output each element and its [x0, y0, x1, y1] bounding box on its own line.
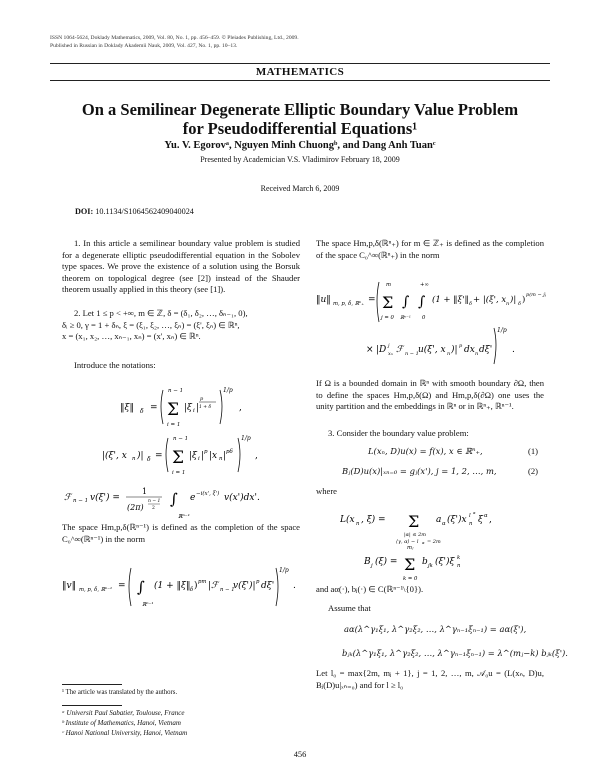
svg-text:δ: δ — [469, 301, 473, 307]
svg-text:ℝⁿ⁻¹: ℝⁿ⁻¹ — [400, 315, 411, 321]
svg-text:(ξ) =: (ξ) = — [375, 557, 398, 567]
page-number: 456 — [293, 750, 307, 759]
svg-text:): ) — [194, 581, 198, 591]
svg-text:×: × — [366, 345, 374, 355]
svg-text:e: e — [190, 493, 196, 503]
svg-text:ℱ: ℱ — [396, 345, 404, 355]
svg-text:=: = — [118, 581, 126, 591]
svg-text:Σ: Σ — [382, 293, 394, 312]
svg-text:|ℱ: |ℱ — [208, 581, 219, 591]
svg-text:n: n — [469, 521, 473, 527]
svg-text:1: 1 — [142, 487, 148, 496]
equation-quasi-norm-svg — [102, 430, 262, 480]
svg-text:|(ξ', x: |(ξ', x — [102, 451, 127, 461]
left-p2-line-c: x = (x₁, x₂, …, xₙ₋₁, xₙ) = (x', xₙ) ∈ ℝⁿ. — [62, 331, 201, 342]
svg-text:α: α — [473, 510, 476, 515]
svg-text:dξ': dξ' — [479, 345, 493, 355]
equation-homogeneity-b: bⱼₖ(λ^γ₁ξ₁, λ^γ₂ξ₂, …, λ^γₙ₋₁ξₙ₋₁) = λ^(mⱼ−k) bⱼₖ(ξ'). — [342, 648, 568, 658]
svg-text:k: k — [457, 555, 461, 561]
equation-norm-v-svg — [62, 562, 302, 612]
svg-text:p: p — [204, 449, 208, 455]
equation-B-symbol-svg — [364, 542, 504, 586]
svg-text:j: j — [388, 343, 390, 349]
left-paragraph-2 — [62, 308, 300, 343]
svg-text:α: α — [442, 521, 446, 527]
svg-text:+∞: +∞ — [420, 282, 429, 288]
equation-2: Bⱼ(D)u(x)|ₓₙ₌₀ = gⱼ(x'), j = 1, 2, …, m, — [342, 466, 497, 476]
svg-text:α: α — [484, 513, 488, 519]
svg-text:, ξ) =: , ξ) = — [361, 515, 386, 525]
svg-text:n: n — [356, 521, 360, 527]
affiliations — [62, 708, 187, 739]
title-line-2: for Pseudodifferential Equations¹ — [182, 119, 418, 138]
equation-L-symbol — [340, 500, 540, 548]
affiliation-a: ᵃ Universit Paul Sabatier, Toulouse, France — [62, 709, 185, 717]
equation-norm-u — [316, 278, 546, 372]
assume-label: Assume that — [328, 603, 371, 613]
svg-text:∫: ∫ — [137, 578, 145, 596]
svg-text:i: i — [198, 456, 200, 462]
svg-text:δ: δ — [140, 408, 144, 415]
svg-text:δ: δ — [190, 587, 194, 593]
affiliation-rule — [62, 705, 122, 706]
footnote: ¹ The article was translated by the authors. — [62, 689, 178, 696]
equation-norm-xi — [120, 380, 250, 434]
svg-text:i = 1: i = 1 — [172, 470, 186, 476]
presented-by: Presented by Academician V.S. Vladimirov February 18, 2009 — [200, 155, 400, 164]
svg-text:a: a — [436, 515, 442, 525]
svg-text:B: B — [364, 557, 371, 567]
equation-L-symbol-svg — [340, 500, 540, 546]
doi[interactable] — [75, 207, 194, 216]
svg-text:,: , — [489, 515, 492, 525]
svg-text:b: b — [422, 557, 428, 567]
svg-text:(1 + ‖ξ‖: (1 + ‖ξ‖ — [154, 581, 191, 591]
svg-text:(ξ')x: (ξ')x — [447, 515, 467, 525]
equation-1-number: (1) — [528, 446, 539, 456]
svg-text:|x: |x — [209, 451, 218, 461]
doi-value[interactable]: 10.1134/S1064562409040024 — [95, 207, 194, 216]
svg-text:ℱ: ℱ — [64, 493, 72, 503]
equation-1: L(xₙ, D)u(x) = f(x), x ∈ ℝⁿ₊, — [368, 446, 483, 456]
svg-text:(ξ')ξ: (ξ')ξ — [435, 557, 455, 567]
svg-text:|ξ: |ξ — [189, 451, 197, 461]
affiliation-b: ᵇ Institute of Mathematics, Hanoi, Vietnam — [62, 719, 181, 728]
svg-text:n − 1: n − 1 — [168, 388, 184, 394]
svg-text:|: | — [196, 403, 200, 413]
title-line-1: On a Semilinear Degenerate Elliptic Boundary Value Problem — [81, 100, 519, 119]
where-label: where — [316, 486, 337, 496]
svg-text:pδ: pδ — [226, 449, 233, 455]
svg-text:Σ: Σ — [172, 448, 185, 468]
doi-label: DOI: — [75, 207, 94, 216]
svg-text:n − 1: n − 1 — [173, 436, 189, 442]
equation-quasi-norm — [102, 430, 262, 482]
right-paragraph-5: Let l₀ = max{2m, mⱼ + 1}, j = 1, 2, …, m, 𝒜₀u = (L(xₙ, D)u, Bⱼ(D)u|ₓₙ₌₀) and for l ≥ l₀ — [316, 668, 544, 690]
received-date: Received March 6, 2009 — [260, 184, 340, 193]
svg-text:v(ξ')|: v(ξ')| — [233, 581, 256, 591]
svg-text:ξ: ξ — [478, 515, 483, 525]
svg-text:∫: ∫ — [418, 294, 426, 310]
equation-homogeneity-a: aα(λ^γ₁ξ₁, λ^γ₂ξ₂, …, λ^γₙ₋₁ξₙ₋₁) = aα(ξ'), — [344, 624, 527, 634]
svg-text:1/p: 1/p — [497, 327, 507, 334]
section-heading: MATHEMATICS — [255, 66, 345, 78]
svg-text:= 2m: = 2m — [427, 539, 441, 545]
equation-2-number: (2) — [528, 466, 539, 476]
svg-text:‖ξ‖: ‖ξ‖ — [120, 403, 134, 413]
header-line-1: ISSN 1064-5624, Doklady Mathematics, 2009, Vol. 80, No. 1, pp. 456–459. © Pleiades Publishing, Ltd., 2009. — [50, 35, 299, 41]
left-paragraph-1: 1. In this article a semilinear boundary value problem is studied for a degenerate elliptic pseudodifferential equation in the Sobolev type spaces. We prove the existence of a solution using the Borsuk theorem on topological degree (see [2]) instead of the Shauder theorem usually applied in this theory (see [1]). — [62, 238, 300, 295]
running-header — [50, 35, 299, 50]
svg-text:|: | — [223, 451, 227, 461]
svg-text:n − 1: n − 1 — [148, 499, 161, 504]
affiliation-c: ᶜ Hanoi National University, Hanoi, Vietnam — [62, 729, 188, 738]
svg-text:i: i — [193, 408, 195, 414]
svg-text:|α| ≤ 2m: |α| ≤ 2m — [404, 532, 427, 538]
svg-text:(1 + ‖ξ'‖: (1 + ‖ξ'‖ — [432, 295, 469, 305]
svg-text:|ξ: |ξ — [184, 403, 192, 413]
svg-text:)|: )| — [510, 295, 517, 305]
svg-text:n: n — [447, 351, 451, 357]
right-paragraph-2: If Ω is a bounded domain in ℝⁿ with smooth boundary ∂Ω, then to define the spaces Hm,p,δ(Ω) and Hm,p,δ(∂Ω) one uses the unity partition and the embeddings in ℝⁿ or in ℝⁿ₊, ℝⁿ⁻¹. — [316, 378, 544, 412]
equation-norm-v — [62, 562, 302, 614]
svg-text:j: j — [371, 563, 373, 569]
svg-text:1/p: 1/p — [223, 387, 233, 394]
svg-text:n − 1: n − 1 — [73, 498, 89, 504]
svg-text:=: = — [155, 451, 163, 461]
header-rule-top — [50, 63, 550, 64]
svg-text:=: = — [150, 403, 158, 413]
svg-text:.: . — [293, 581, 296, 591]
svg-text:0: 0 — [422, 315, 426, 321]
svg-text:n − 1: n − 1 — [220, 587, 235, 593]
header-line-2: Published in Russian in Doklady Akademii Nauk, 2009, Vol. 427, No. 1, pp. 10–13. — [50, 42, 238, 49]
svg-text:1/p: 1/p — [279, 567, 289, 574]
svg-text:2: 2 — [152, 506, 155, 511]
svg-text:p: p — [200, 396, 204, 402]
svg-text:α: α — [422, 540, 425, 545]
svg-text:.: . — [512, 345, 515, 355]
svg-text:v(x')dx'.: v(x')dx'. — [224, 493, 260, 503]
svg-text:jk: jk — [428, 563, 433, 569]
svg-text:)|: )| — [137, 451, 144, 461]
svg-text:,: , — [255, 451, 258, 461]
svg-text:p(m − j): p(m − j) — [526, 292, 546, 298]
svg-text:‖v‖: ‖v‖ — [62, 581, 77, 591]
equation-norm-u-svg — [316, 278, 546, 370]
svg-text:Σ: Σ — [408, 512, 420, 531]
svg-text:m, p, δ, ℝⁿ₊: m, p, δ, ℝⁿ₊ — [333, 301, 365, 307]
svg-text:p: p — [256, 579, 260, 585]
svg-text:l: l — [469, 513, 471, 519]
svg-text:L(x: L(x — [340, 515, 355, 525]
svg-text:): ) — [522, 295, 526, 305]
svg-text:|: | — [201, 451, 205, 461]
header-rule-bottom — [50, 80, 550, 81]
svg-text:n: n — [506, 301, 510, 307]
svg-text:−i(x', ξ'): −i(x', ξ') — [196, 491, 220, 497]
equation-B-symbol — [364, 542, 504, 588]
svg-text:u(ξ', x: u(ξ', x — [418, 345, 446, 355]
svg-text:v(ξ') =: v(ξ') = — [90, 493, 120, 503]
svg-text:δ: δ — [518, 301, 522, 307]
svg-text:i = 1: i = 1 — [167, 422, 181, 428]
svg-text:ℝⁿ⁻¹: ℝⁿ⁻¹ — [142, 602, 154, 608]
svg-text:n: n — [475, 351, 479, 357]
svg-text:|D: |D — [376, 345, 387, 355]
svg-text:n: n — [457, 563, 461, 569]
footnote-rule — [62, 684, 122, 685]
svg-text:‖u‖: ‖u‖ — [316, 295, 331, 305]
svg-text:(2π): (2π) — [127, 503, 144, 512]
svg-text:k = 0: k = 0 — [403, 576, 418, 582]
svg-text:n: n — [132, 456, 136, 462]
intro-notations: Introduce the notations: — [74, 360, 156, 370]
svg-text:dx: dx — [464, 345, 475, 355]
svg-text:j = 0: j = 0 — [381, 315, 394, 321]
svg-text:1/p: 1/p — [241, 435, 251, 442]
authors: Yu. V. Egorovᵃ, Nguyen Minh Chuongᵇ, and Dang Anh Tuanᶜ — [164, 140, 436, 151]
right-paragraph-4: and aα(·), bⱼ(·) ∈ C(ℝⁿ⁻¹\{0}). — [316, 584, 424, 594]
equation-fourier — [64, 480, 294, 528]
equation-fourier-svg — [64, 480, 294, 526]
svg-text:⟨γ, α⟩ − l: ⟨γ, α⟩ − l — [396, 539, 419, 545]
right-paragraph-1: The space Hm,p,δ(ℝⁿ₊) for m ∈ ℤ₊ is defined as the completion of the space C₀^∞(ℝⁿ₊) in the norm — [316, 238, 544, 260]
left-paragraph-3: The space Hm,p,δ(ℝⁿ⁻¹) is defined as the completion of the space C₀^∞(ℝⁿ⁻¹) in the norm — [62, 522, 300, 544]
left-p2-line-a: 2. Let 1 ≤ p < +∞, m ∈ ℤ, δ = (δ₁, δ₂, …, δₙ₋₁, 0), — [74, 308, 248, 318]
svg-text:m, p, δ, ℝⁿ⁻¹: m, p, δ, ℝⁿ⁻¹ — [79, 587, 113, 593]
svg-text:pm: pm — [198, 579, 207, 585]
svg-text:δ: δ — [147, 456, 151, 463]
svg-text:Σ: Σ — [167, 400, 180, 420]
right-paragraph-3: 3. Consider the boundary value problem: — [328, 428, 469, 438]
svg-text:m: m — [386, 282, 392, 288]
svg-text:ℝⁿ⁻¹: ℝⁿ⁻¹ — [178, 514, 190, 520]
svg-text:)|: )| — [451, 345, 458, 355]
svg-text:n: n — [219, 456, 223, 462]
svg-text:,: , — [239, 403, 242, 413]
svg-text:dξ': dξ' — [261, 581, 275, 591]
svg-text:+ |(ξ', x: + |(ξ', x — [473, 295, 507, 305]
svg-text:∫: ∫ — [170, 490, 178, 508]
svg-text:1 + δ: 1 + δ — [199, 405, 212, 410]
left-p2-line-b: δᵢ ≥ 0, γ = 1 + δₙ, ξ = (ξ₁, ξ₂, …, ξₙ) = (ξ', ξₙ) ∈ ℝⁿ, — [62, 319, 240, 330]
article-title — [40, 100, 560, 138]
svg-text:∫: ∫ — [402, 294, 410, 310]
svg-text:Σ: Σ — [404, 555, 416, 574]
svg-text:=: = — [368, 295, 376, 305]
equation-norm-xi-svg — [120, 380, 250, 432]
svg-text:mⱼ: mⱼ — [407, 545, 414, 551]
svg-text:xₙ: xₙ — [388, 351, 393, 357]
svg-text:n − 1: n − 1 — [405, 351, 419, 357]
svg-text:p: p — [459, 343, 463, 349]
